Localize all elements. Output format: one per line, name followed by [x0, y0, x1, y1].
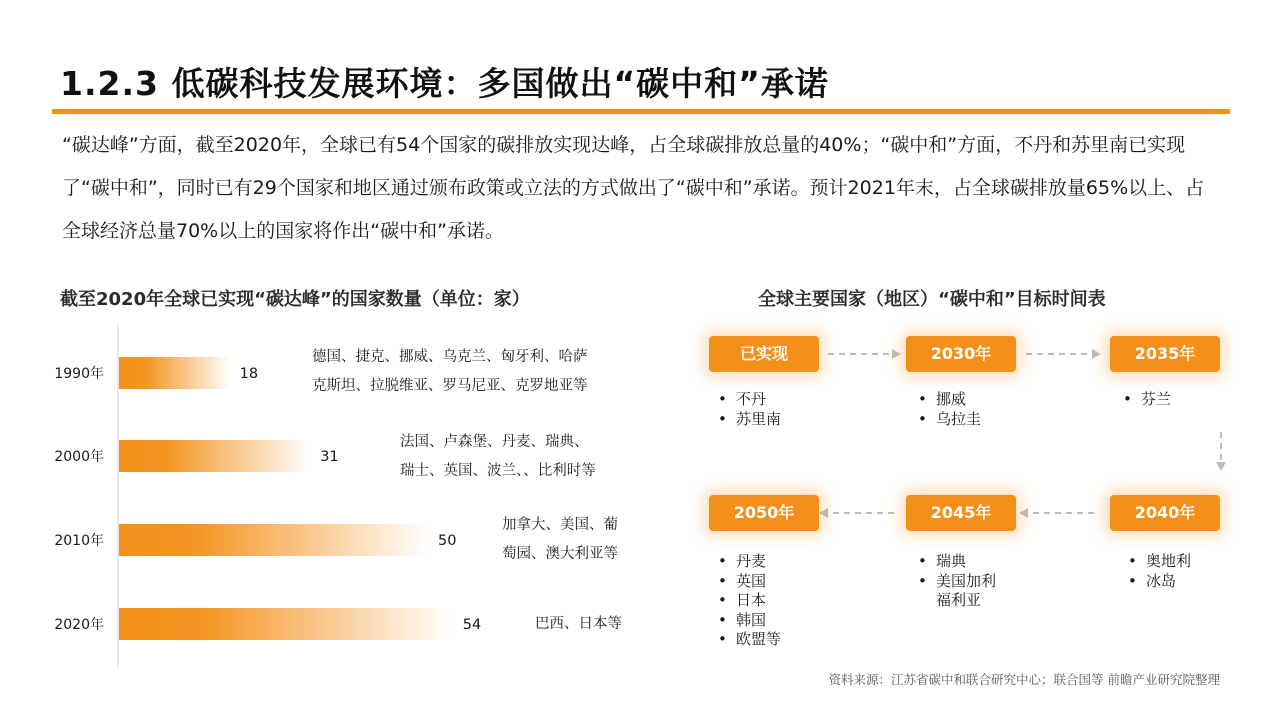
arrow-head-5	[819, 508, 828, 518]
timeline-stage-2035: 2035年	[1110, 336, 1220, 372]
category-label: 2020年	[54, 617, 104, 633]
list-item: • 瑞典	[918, 552, 996, 572]
value-label: 31	[320, 449, 339, 465]
timeline-list-2045	[918, 552, 996, 611]
list-item: • 芬兰	[1123, 390, 1171, 410]
list-item: • 不丹	[718, 390, 781, 410]
list-item: • 冰岛	[1128, 572, 1191, 592]
arrow-head-3	[1216, 462, 1226, 471]
category-label: 1990年	[54, 366, 104, 382]
timeline-title: 全球主要国家（地区）“碳中和”目标时间表	[758, 289, 1106, 310]
arrow-head-1	[892, 349, 901, 359]
timeline-stage-2040: 2040年	[1110, 495, 1220, 531]
timeline-stage-2050: 2050年	[709, 495, 819, 531]
list-item: • 挪威	[918, 390, 981, 410]
chart-title: 截至2020年全球已实现“碳达峰”的国家数量（单位：家）	[60, 289, 530, 310]
page-title: 1.2.3 低碳科技发展环境：多国做出“碳中和”承诺	[60, 64, 829, 103]
timeline-stage-2045: 2045年	[906, 495, 1016, 531]
timeline-list-achieved	[718, 390, 781, 429]
timeline-stage-2030: 2030年	[906, 336, 1016, 372]
value-label: 50	[438, 533, 457, 549]
bar-note-1990: 德国、捷克、挪威、乌克兰、匈牙利、哈萨 克斯坦、拉脱维亚、罗马尼亚、克罗地亚等	[312, 349, 588, 394]
list-item: • 丹麦	[718, 552, 781, 572]
arrow-head-2	[1092, 349, 1101, 359]
value-label: 54	[462, 617, 482, 633]
bar-note-2010: 加拿大、美国、葡 萄园、澳大利亚等	[502, 517, 618, 562]
timeline-list-2040	[1128, 552, 1191, 591]
list-item: • 美国加利	[918, 572, 996, 592]
timeline-list-2035	[1123, 390, 1171, 410]
bar-note-2020: 巴西、日本等	[535, 616, 622, 632]
source-note: 资料来源：江苏省碳中和联合研究中心；联合国等 前瞻产业研究院整理	[828, 672, 1220, 687]
list-item: • 乌拉圭	[918, 410, 981, 430]
list-item: 福利亚	[936, 591, 982, 609]
category-label: 2000年	[54, 449, 104, 465]
arrow-head-4	[1019, 508, 1028, 518]
list-item: • 苏里南	[718, 410, 781, 430]
timeline-stage-achieved: 已实现	[709, 336, 819, 372]
timeline-list-2030	[918, 390, 981, 429]
category-label: 2010年	[54, 533, 104, 549]
list-item: • 奥地利	[1128, 552, 1191, 572]
value-label: 18	[239, 366, 259, 382]
bar-note-2000: 法国、卢森堡、丹麦、瑞典、 瑞士、英国、波兰、、比利时等	[400, 434, 596, 479]
list-item: • 英国	[718, 572, 781, 592]
list-item: • 韩国	[718, 611, 781, 631]
intro-paragraph: “碳达峰”方面，截至2020年，全球已有54个国家的碳排放实现达峰，占全球碳排放总量的40%；“碳中和”方面，不丹和苏里南已实现了“碳中和”，同时已有29个国家和地区通过颁布政策或立法的方式做出了“碳中和”承诺。预计2021年末，占全球碳排放量65%以上、占全球经济总量70%以上的国家将作出“碳中和”承诺。	[62, 134, 1205, 242]
timeline-list-2050	[718, 552, 781, 650]
list-item: • 日本	[718, 591, 781, 611]
list-item: • 欧盟等	[718, 630, 781, 650]
